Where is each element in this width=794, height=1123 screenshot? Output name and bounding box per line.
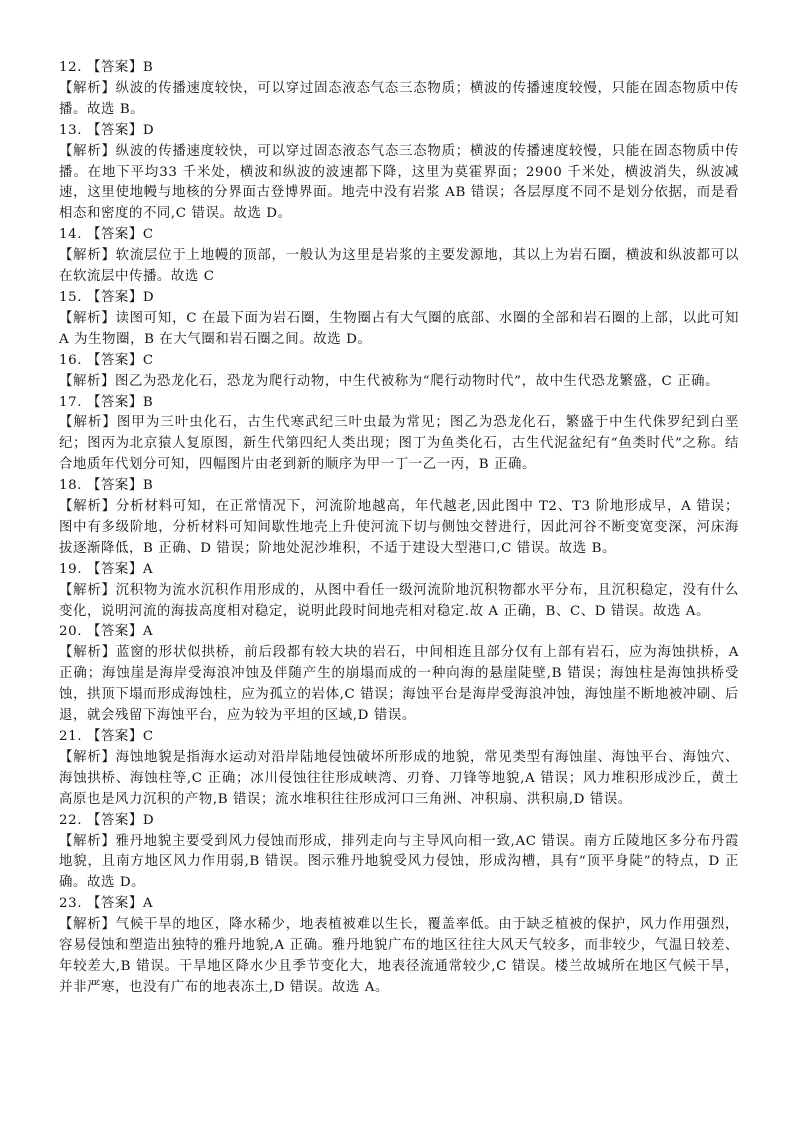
answer-item-15 [59,288,739,351]
explanation-text: 【解析】软流层位于上地幔的顶部，一般认为这里是岩浆的主要发源地，其以上为岩石圈，横波和纵波都可以在软流层中传播。故选 C [59,248,739,285]
answer-item-12 [59,58,739,121]
answer-line: 18. 【答案】B [59,478,154,494]
explanation-text: 【解析】图甲为三叶虫化石，古生代寒武纪三叶虫最为常见；图乙为恐龙化石，繁盛于中生代侏罗纪到白垩纪；图丙为北京猿人复原图，新生代第四纪人类出现；图丁为鱼类化石，古生代泥盆纪有“鱼类时代”之称。结合地质年代划分可知，四幅图片由老到新的顺序为甲一丁一乙一丙，B 正确。 [59,415,739,473]
answer-line: 16. 【答案】C [59,352,154,368]
answer-line: 13. 【答案】D [59,122,155,138]
answer-line: 20. 【答案】A [59,624,154,640]
answer-item-16 [59,351,739,393]
answer-item-13 [59,121,739,226]
answer-line: 14. 【答案】C [59,227,154,243]
answer-line: 12. 【答案】B [59,60,154,75]
answer-key-page [59,58,739,999]
explanation-text: 【解析】图乙为恐龙化石，恐龙为爬行动物，中生代被称为“爬行动物时代”，故中生代恐龙繁盛，C 正确。 [59,373,720,389]
explanation-text: 【解析】蓝窗的形状似拱桥，前后段都有较大块的岩石，中间相连且部分仅有上部有岩石，应为海蚀拱桥，A 正确；海蚀崖是海岸受海浪冲蚀及伴随产生的崩塌而成的一种向海的悬崖陡壁,B 错误；海蚀柱是海蚀拱桥受蚀，拱顶下塌而形成海蚀柱，应为孤立的岩体,C 错误；海蚀平台是海岸受海浪冲蚀，海蚀崖不断地被冲刷、后退，就会残留下海蚀平台，应为较为平坦的区域,D 错误。 [59,645,739,724]
answer-item-20 [59,622,739,727]
answer-line: 23. 【答案】A [59,896,154,912]
answer-line: 22. 【答案】D [59,812,155,828]
answer-item-14 [59,225,739,288]
answer-item-23 [59,894,739,999]
explanation-text: 【解析】气候干旱的地区，降水稀少，地表植被难以生长，覆盖率低。由于缺乏植被的保护，风力作用强烈，容易侵蚀和塑造出独特的雅丹地貌,A 正确。雅丹地貌广布的地区往往大风天气较多，而非较少，气温日较差、年较差大,B 错误。干旱地区降水少且季节变化大，地表径流通常较少,C 错误。楼兰故城所在地区气候干旱，并非严寒，也没有广布的地表冻土,D 错误。故选 A。 [59,917,739,995]
explanation-text: 【解析】读图可知，C 在最下面为岩石圈，生物圈占有大气圈的底部、水圈的全部和岩石圈的上部，以此可知 A 为生物圈，B 在大气圈和岩石圈之间。故选 D。 [59,310,739,347]
explanation-text: 【解析】纵波的传播速度较快，可以穿过固态液态气态三态物质；横波的传播速度较慢，只能在固态物质中传播。故选 B。 [59,80,739,117]
answer-item-22 [59,811,739,895]
answer-line: 17. 【答案】B [59,394,154,410]
explanation-text: 【解析】纵波的传播速度较快，可以穿过固态液态气态三态物质；横波的传播速度较慢，只能在固态物质中传播。在地下平均33 千米处，横波和纵波的波速都下降，这里为莫霍界面；2900 千米处，横波消失，纵波减速，这里使地幔与地核的分界面古登博界面。地壳中没有岩浆 AB 错误；各层厚度不同不是划分依据，而是看相态和密度的不同,C 错误。故选 D。 [59,143,739,222]
explanation-text: 【解析】分析材料可知，在正常情况下，河流阶地越高，年代越老,因此图中 T2、T3 阶地形成早，A 错误；图中有多级阶地，分析材料可知间歇性地壳上升使河流下切与侧蚀交替进行，因此河谷不断变宽变深，河床海拔逐渐降低，B 正确、D 错误；阶地处泥沙堆积，不适于建设大型港口,C 错误。故选 B。 [59,499,739,556]
explanation-text: 【解析】海蚀地貌是指海水运动对沿岸陆地侵蚀破坏所形成的地貌，常见类型有海蚀崖、海蚀平台、海蚀穴、海蚀拱桥、海蚀柱等,C 正确；冰川侵蚀往往形成峡湾、刃脊、刀锋等地貌,A 错误；风力堆积形成沙丘，黄土高原也是风力沉积的产物,B 错误；流水堆积往往形成河口三角洲、冲积扇、洪积扇,D 错误。 [59,749,739,807]
answer-item-17 [59,393,739,477]
answer-item-18 [59,476,739,560]
explanation-text: 【解析】沉积物为流水沉积作用形成的，从图中看任一级河流阶地沉积物都水平分布，且沉积稳定，没有什么变化，说明河流的海拔高度相对稳定，说明此段时间地壳相对稳定.故 A 正确，B、C、D 错误。故选 A。 [59,582,739,619]
answer-line: 21. 【答案】C [59,729,154,744]
explanation-text: 【解析】雅丹地貌主要受到风力侵蚀而形成，排列走向与主导风向相一致,AC 错误。南方丘陵地区多分布丹霞地貌，且南方地区风力作用弱,B 错误。图示雅丹地貌受风力侵蚀，形成沟槽，具有“顶平身陡”的特点，D 正确。故选 D。 [59,833,739,891]
answer-line: 15. 【答案】D [59,289,155,305]
answer-item-19 [59,560,739,623]
answer-line: 19. 【答案】A [59,561,154,577]
answer-item-21 [59,727,739,811]
